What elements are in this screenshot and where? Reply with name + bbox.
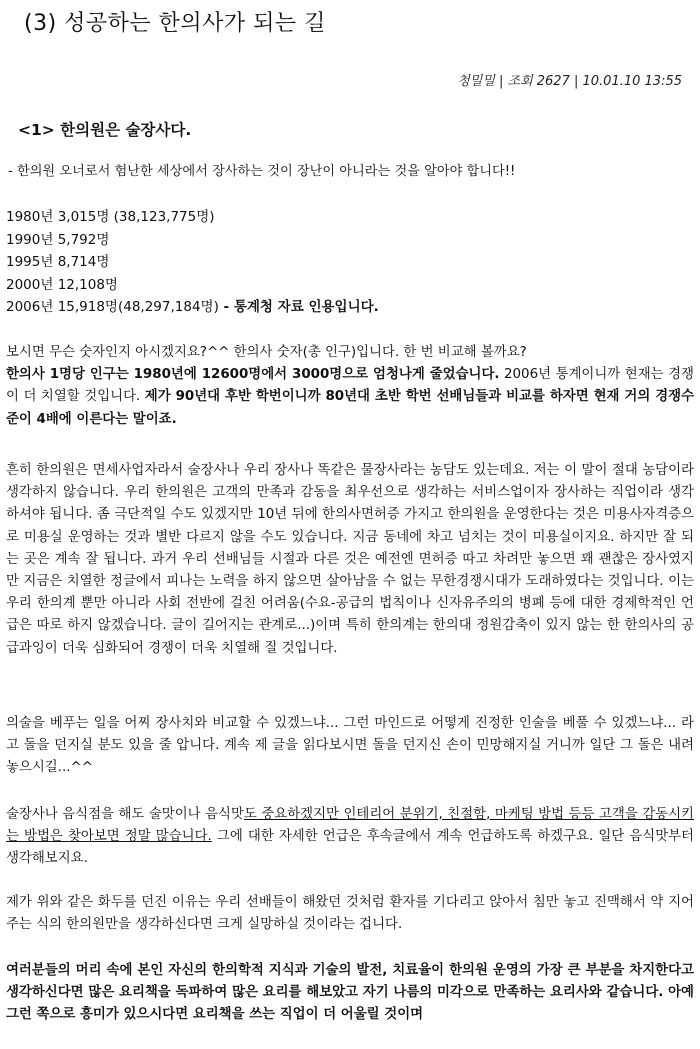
paragraph-lead: 술장사나 음식점을 해도 술맛이나 음식맛 [6,807,244,822]
paragraph-tail: 그에 대한 자세한 언급은 후속글에서 계속 언급하도록 하겠구요. 일단 음식맛부터 생각해보지요. [6,829,694,867]
stats-list [6,206,696,319]
stats-row-text: 1990년 5,792명 [6,231,110,248]
paragraph-reason: 제가 위와 같은 화두를 던진 이유는 우리 선배들이 해왔던 것처럼 환자를 기다리고 앉아서 침만 놓고 진맥해서 약 지어주는 식의 한의원만을 생각하신다면 크게 실망하실 것이라는 겁니다. [6,895,694,933]
stats-row [6,206,696,229]
stats-row-text: 2000년 12,108명 [6,276,118,293]
stats-row [6,296,696,319]
stats-row [6,251,696,274]
underlined-text: 도 중요하겠지만 인테리어 분위기, 친절함, 마케팅 방법 등등 고객을 감동시키는 방법은 찾아보면 정말 많습니다. [6,807,694,845]
paragraph-bold-a: 여러분들의 머리 속에 본인 자신의 한의학적 지식과 기술의 발전, 치료율이 한의원 운영의 가장 큰 부분을 차지한다고 생각하신다면 많은 요리책을 독파하여 많은 요리를 해보았고 자기 나름의 미각으로 만족하는 요리사와 같습니다. [6,963,694,1001]
stats-row [6,274,696,297]
stats-row-text: 1980년 3,015명 (38,123,775명) [6,209,215,225]
page-title: (3) 성공하는 한의사가 되는 길 [24,11,326,36]
paragraph-mid: 2006년 통계이니까 현재는 경쟁이 더 치열할 것입니다. [6,367,694,405]
paragraph-stones: 의술을 베푸는 일을 어찌 장사치와 비교할 수 있겠느냐... 그런 마인드로 어떻게 진정한 인술을 베풀 수 있겠느냐... 라고 돌을 던지실 분도 있을 줄 압니다. 계속 제 글을 읽다보시면 돌을 던지신 손이 민망해지실 거니까 일단 그 돌은 내려놓으시길...^^ [6,716,694,776]
stats-source: - 통계청 자료 인용입니다. [218,299,379,315]
intro-line: - 한의원 오너로서 험난한 세상에서 장사하는 것이 장난이 아니라는 것을 알아야 합니다!! [8,164,516,179]
paragraph-restaurant [6,804,694,871]
stats-row [6,229,696,252]
paragraph-comparison [6,342,694,431]
paragraph-lead: 보시면 무슨 숫자인지 아시겠지요?^^ 한의사 숫자(총 인구)입니다. 한 번 비교해 볼까요? [6,345,527,360]
post-meta: 청밀밀 | 조회 2627 | 10.01.10 13:55 [457,74,682,89]
stats-row-text: 1995년 8,714명 [6,254,110,270]
section-heading: <1> 한의원은 술장사다. [18,121,192,139]
paragraph-bold-b: 아예 그런 쪽으로 흥미가 있으시다면 요리책을 쓰는 직업이 더 어울릴 것이며 [6,985,694,1023]
stats-row-text: 2006년 15,918명(48,297,184명) [6,299,219,315]
paragraph-cook [6,960,694,1027]
paragraph-bold-b: 제가 90년대 후반 학번이니까 80년대 초반 학번 선배님들과 비교를 하자면 현재 거의 경쟁수준이 4배에 이른다는 말이죠. [6,389,695,427]
paragraph-bold-a: 한의사 1명당 인구는 1980년에 12600명에서 3000명으로 엄청나게 줄었습니다. [6,367,500,383]
paragraph-business: 흔히 한의원은 면세사업자라서 술장사나 우리 장사나 똑같은 물장사라는 농담도 있는데요. 저는 이 말이 절대 농담이라 생각하지 않습니다. 우리 한의원은 고객의 만족과 감동을 최우선으로 생각하는 서비스업이자 장사하는 직업이라 생각하셔야 됩니다. 좀 극단적일 수도 있겠지만 10년 뒤에 한의사면허증 가지고 한의원을 운영한다는 것은 미용사자격증으로 미용실 운영하는 것과 별반 다르지 않을 수도 있습니다. 지금 동네에 차고 넘치는 것이 미용실이지요. 하지만 잘 되는 곳은 계속 잘 됩니다. 과거 우리 선배님들 시절과 다른 것은 예전엔 면허증 따고 차려만 놓으면 꽤 괜찮은 장사였지만 지금은 치열한 정글에서 피나는 노력을 하지 않으면 살아남을 수 없는 무한경쟁시대가 도래하였다는 것입니다. 이는 우리 한의계 뿐만 아니라 사회 전반에 걸친 어려움(수요-공급의 법칙이나 신자유주의의 병폐 등에 대한 경제학적인 언급은 따로 하지 않겠습니다. 글이 길어지는 관계로...)이며 특히 한의계는 한의대 정원감축이 있지 않는 한 한의사의 공급과잉이 더욱 심화되어 경쟁이 더욱 치열해 질 것입니다. [6,463,694,656]
